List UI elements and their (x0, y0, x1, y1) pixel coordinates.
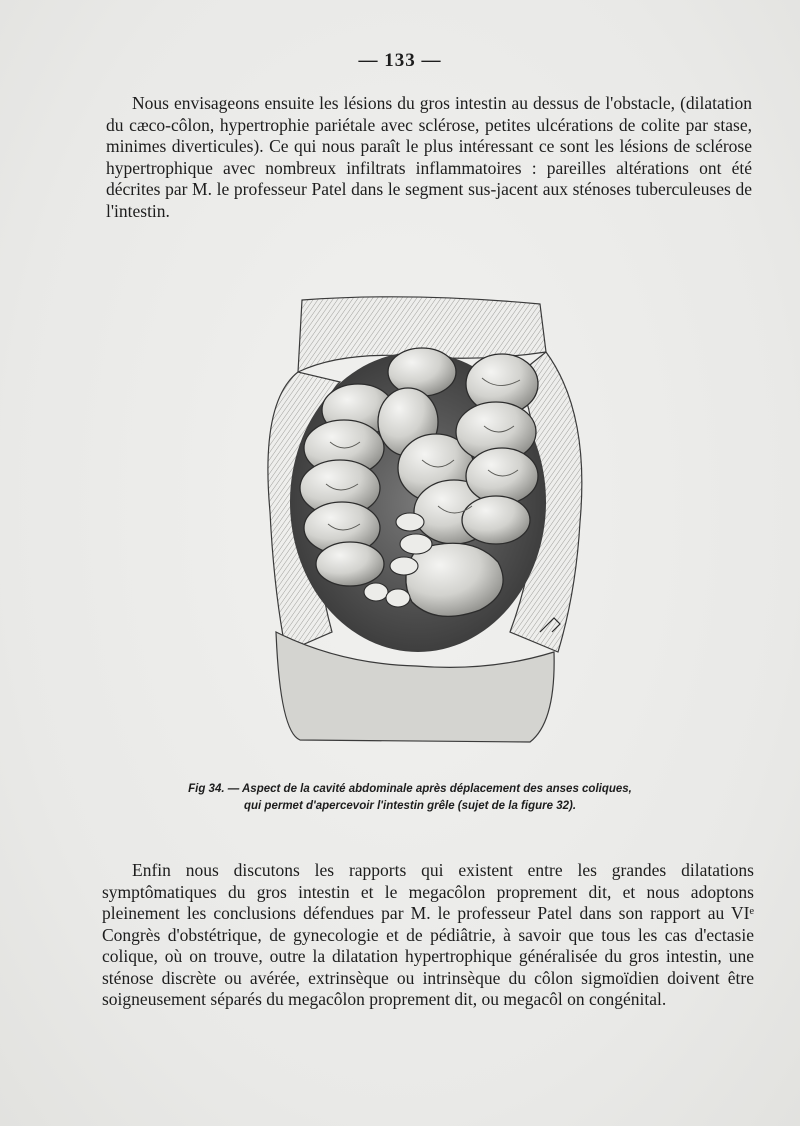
right-colon-loops (456, 354, 538, 544)
page-number: — 133 — (358, 50, 442, 71)
paragraph-intro: Nous envisageons ensuite les lésions du gros intestin au dessus de l'obstacle, (dilatation du cæco-côlon, hypertrophie pariétale avec sclérose, petites ulcérations de colite par stase, minimes diverticules). Ce qui nous paraît le plus intéressant ce sont les lésions de sclérose hypertrophique avec nombreux infiltrats inflammatoires : pareilles altérations ont été décrites par M. le professeur Patel dans le segment sus-jacent aux sténoses tuberculeuses de l'intestin. (106, 93, 752, 221)
caption-line-1: Fig 34. — Aspect de la cavité abdominale après déplacement des anses coliques, (188, 783, 632, 795)
figure-caption (130, 781, 690, 815)
sigmoid-loop (406, 543, 503, 616)
anatomical-illustration (240, 292, 590, 744)
caption-line-2: qui permet d'apercevoir l'intestin grêle (sujet de la figure 32). (243, 800, 577, 812)
abdominal-cavity-drawing (240, 292, 590, 744)
paragraph-conclusion: Enfin nous discutons les rapports qui existent entre les grandes dilatations symptômatiques du gros intestin et le megacôlon proprement dit, et nous adoptons pleinement les conclusions défendues par M. le professeur Patel dans son rapport au VIᵉ Congrès d'obstétrique, de gynecologie et de pédiâtrie, à savoir que tous les cas d'ectasie colique, où on trouve, outre la dilatation hypertrophique généralisée du gros intestin, une sténose discrète ou avérée, extrinsèque ou intrinsèque du côlon sigmoïdien doivent être soigneusement séparés du megacôlon proprement dit, ou megacôl on congénital. (102, 860, 754, 1009)
